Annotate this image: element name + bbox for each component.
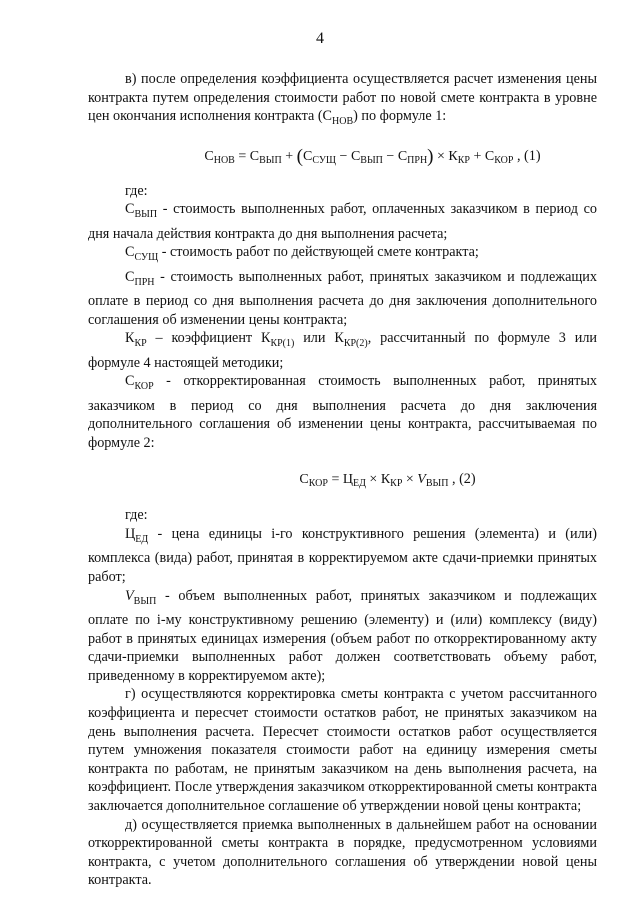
formula-1: $С_{НОВ} = С_{ВЫП} + (С_{СУЩ} - С_{ВЫП} - С_{ПРН}) \times К_{КР} + С_{КОР}$ , (1) — [204, 145, 541, 167]
paragraph-g: г) осуществляются корректировка сметы контракта с учетом рассчитанного коэффициента и пересчет стоимости остатков работ, не принятых заказчиком на день выполнения расчета. Пересчет стоимости остатков работ осуществляется путем умножения показателя стоимости работ на единицу измерения сметы контракта по работам, не принятым заказчиком на день выполнения расчета, на коэффициент. После утверждения заказчиком откорректированной сметы контракта заключается дополнительное соглашение об утверждении новой цены контракта; — [88, 686, 597, 815]
definition-ts-ed: $Ц_{ЕД}$ - цена единицы i-го конструктивного решения (элемента) и (или) комплекса (вида) работ, принятая в корректируемом акте сдачи-приемки принятых работ; — [88, 526, 597, 586]
formula-2-number: , (2) — [451, 471, 476, 488]
definition-c-kor: $С_{КОР}$ - откорректированная стоимость выполненных работ, принятых заказчиком в период со дня выполнения расчета до дня заключения дополнительного соглашения об изменении цены контракта, рассчитываемая по формуле 2: — [88, 373, 597, 451]
definition-k-kr: $К_{КР}$ – коэффициент $К_{КР(1)}$ или $К_{КР(2)}$, рассчитанный по формуле 3 или формуле 4 настоящей методики; — [88, 330, 597, 371]
definition-c-vyp: $С_{ВЫП}$ - стоимость выполненных работ, оплаченных заказчиком в период со дня начала действия контракта до дня выполнения расчета; — [88, 201, 597, 242]
formula-2: $С_{КОР} = Ц_{ЕД} \times К_{КР} \times V_{ВЫП}$ , (2) — [299, 471, 476, 490]
definition-c-prn: $С_{ПРН}$ - стоимость выполненных работ, принятых заказчиком и подлежащих оплате в период со дня выполнения расчета до дня заключения дополнительного соглашения об изменении цены контракта; — [88, 268, 597, 328]
page-number: 4 — [316, 30, 324, 47]
formula-1-number: , (1) — [516, 147, 541, 164]
where-label-1: где: — [125, 182, 148, 199]
definition-v-vyp: $V_{ВЫП}$ - объем выполненных работ, принятых заказчиком и подлежащих оплате по i-му конструктивному решению (элементу) и (или) комплексу (виду) работ в принятых единицах измерения (объем работ по откорректированному акту сдачи-приемки выполненных работ должен соответствовать объему работ, приведенному в корректируемом акте); — [88, 587, 597, 684]
where-label-2: где: — [125, 507, 148, 524]
paragraph-v: в) после определения коэффициента осуществляется расчет изменения цены контракта путем определения стоимости работ по новой смете контракта в уровне цен окончания исполнения контракта $(С_{НОВ})$ по формуле 1: — [88, 71, 597, 128]
definition-c-sushch: $С_{СУЩ}$ - стоимость работ по действующей смете контракта; — [125, 244, 479, 264]
paragraph-d: д) осуществляется приемка выполненных в дальнейшем работ на основании откорректированной сметы контракта в порядке, предусмотренном условиями контракта, с учетом дополнительного соглашения об утверждении новой цены контракта. — [88, 816, 597, 889]
document-body — [88, 70, 597, 890]
